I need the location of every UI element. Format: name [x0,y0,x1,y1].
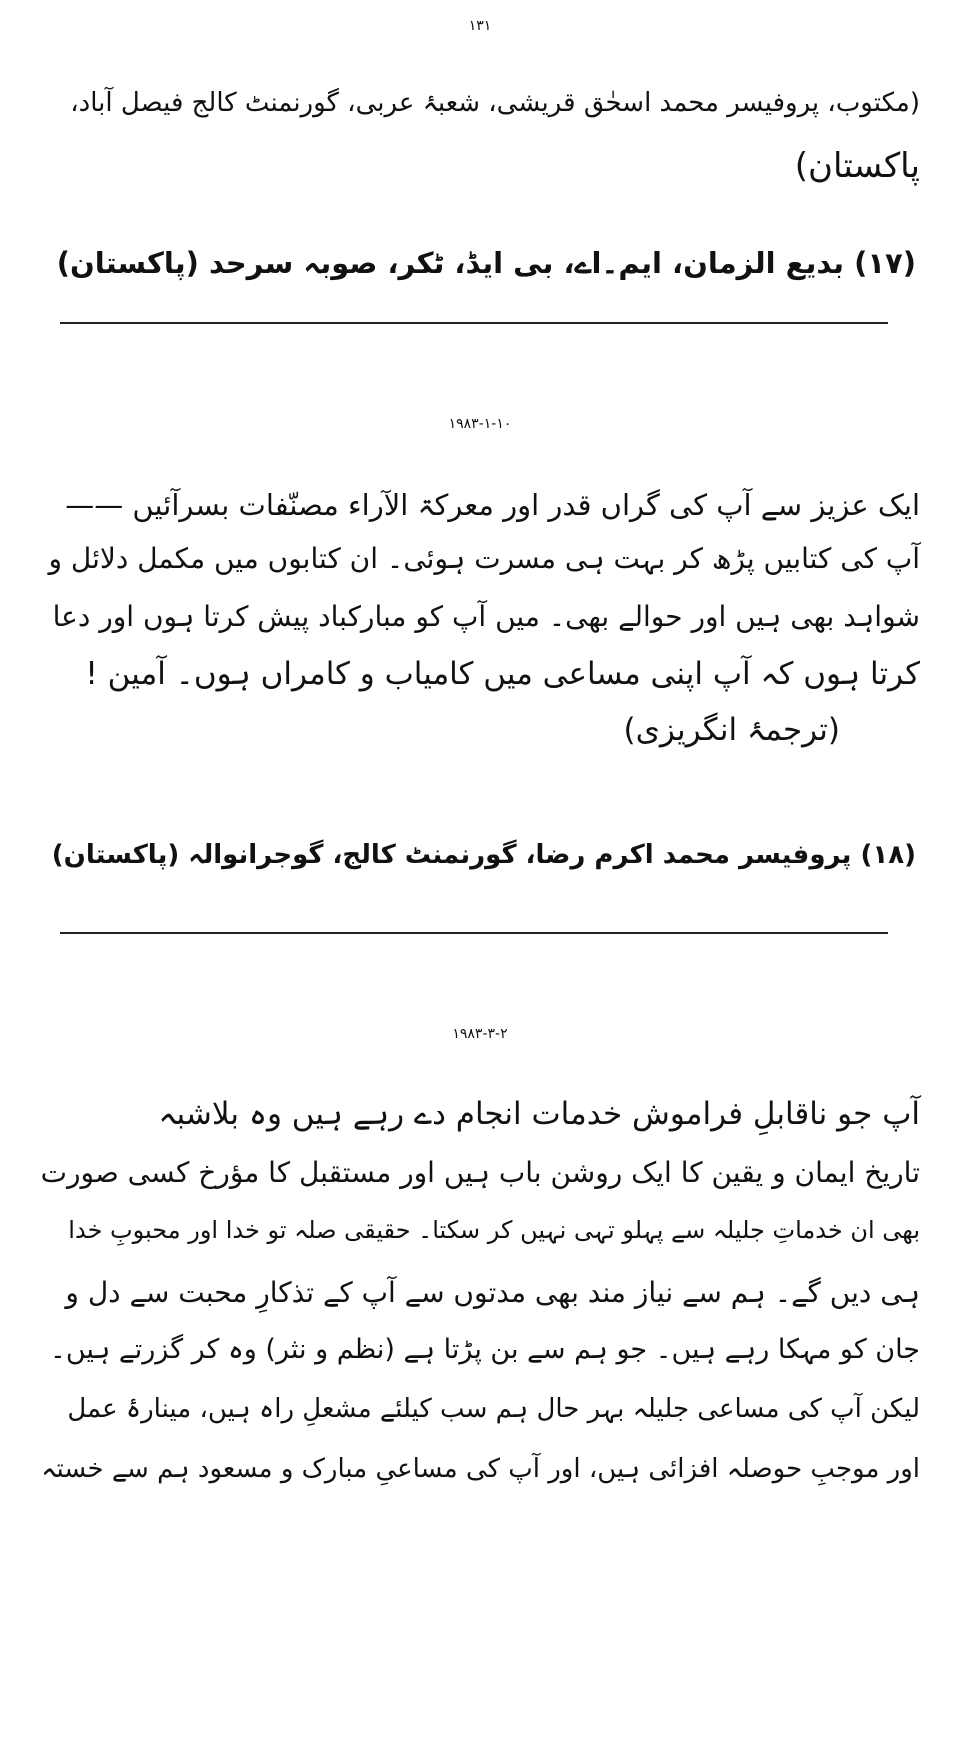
section-17-line: آپ کی کتابیں پڑھ کر بہت ہی مسرت ہوئی۔ ان کتابوں میں مکمل دلائل و [48,542,920,575]
section-18-line: تاریخ ایمان و یقین کا ایک روشن باب ہیں اور مستقبل کا مؤرخ کسی صورت [40,1156,920,1189]
section-18-line: بھی ان خدماتِ جلیلہ سے پہلو تہی نہیں کر سکتا۔ حقیقی صلہ تو خدا اور محبوبِ خدا [68,1216,920,1244]
section-18-line: لیکن آپ کی مساعی جلیلہ بہر حال ہم سب کیلئے مشعلِ راہ ہیں، مینارۂ عمل [67,1394,920,1424]
section-17-line: شواہد بھی ہیں اور حوالے بھی۔ میں آپ کو مبارکباد پیش کرتا ہوں اور دعا [52,600,920,633]
section-17-date: ۱۹۸۳-۱-۱۰ [448,416,512,432]
section-18-line: اور موجبِ حوصلہ افزائی ہیں، اور آپ کی مساعیِ مبارک و مسعود ہم سے خستہ [41,1454,920,1484]
intro-line: (مکتوب، پروفیسر محمد اسحٰق قریشی، شعبۂ عربی، گورنمنٹ کالج فیصل آباد، [70,88,920,118]
section-divider [60,932,888,934]
section-18-date: ۱۹۸۳-۳-۲ [452,1026,508,1042]
intro-line: پاکستان) [794,146,920,186]
section-17-heading: (۱۷) بدیع الزمان، ایم۔اے، بی ایڈ، ٹکر، صوبہ سرحد (پاکستان) [56,246,916,280]
section-18-line: جان کو مہکا رہے ہیں۔ جو ہم سے بن پڑتا ہے (نظم و نثر) وہ کر گزرتے ہیں۔ [50,1334,920,1365]
section-divider [60,322,888,324]
section-17-translation-note: (ترجمۂ انگریزی) [623,712,840,748]
section-18-line: آپ جو ناقابلِ فراموش خدمات انجام دے رہے ہیں وہ بلاشبہ [158,1096,920,1132]
section-18-heading: (۱۸) پروفیسر محمد اکرم رضا، گورنمنٹ کالج، گوجرانوالہ (پاکستان) [51,840,916,870]
page-number: ۱۳۱ [468,18,492,34]
section-17-line: ایک عزیز سے آپ کی گراں قدر اور معرکۃ الآراء مصنّفات بسرآئیں —— [65,488,920,522]
section-17-line: کرتا ہوں کہ آپ اپنی مساعی میں کامیاب و کامراں ہوں۔ آمین ! [85,656,920,692]
section-18-line: ہی دیں گے۔ ہم سے نیاز مند بھی مدتوں سے آپ کے تذکارِ محبت سے دل و [65,1276,920,1309]
